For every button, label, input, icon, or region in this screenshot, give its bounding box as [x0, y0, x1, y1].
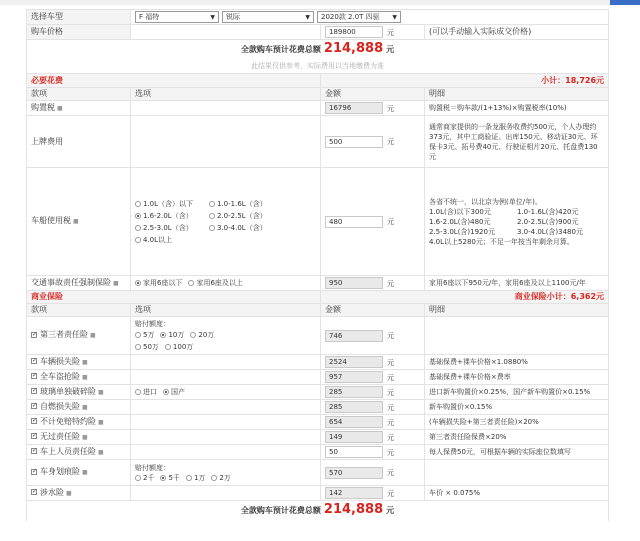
- version-select[interactable]: [317, 11, 401, 23]
- vehicle-tax-option[interactable]: 1.0L（含）以下: [135, 199, 203, 210]
- help-icon[interactable]: ■: [90, 332, 96, 339]
- car-cost-calculator: [26, 9, 608, 521]
- plate-fee-input[interactable]: 500: [325, 136, 383, 148]
- checkbox-checked-icon[interactable]: [31, 469, 37, 475]
- col-header-amount: 金额: [321, 304, 425, 317]
- wading-detail: 车价 × 0.075%: [425, 486, 609, 501]
- glass-detail: 进口新车购置价×0.25%，国产新车购置价×0.15%: [425, 385, 609, 400]
- total-note-row: [27, 60, 609, 74]
- glass-option-selected[interactable]: 国产: [163, 387, 185, 397]
- damage-row: [27, 355, 609, 370]
- chevron-down-icon: ▼: [210, 14, 215, 21]
- purchase-tax-row: [27, 101, 609, 116]
- checkbox-checked-icon[interactable]: [31, 433, 37, 439]
- car-type-label: 选择车型: [27, 10, 131, 25]
- scratch-row: ✓车身划痕险 ■ 赔付额度： 2千 5千 1万 2万 570 元: [27, 460, 609, 486]
- commercial-subtotal: [321, 291, 609, 304]
- passenger-detail: 每人保费50元，可根据车辆的实际座位数填写: [425, 445, 609, 460]
- radio-icon: [135, 237, 141, 243]
- radio-icon: [135, 344, 141, 350]
- theft-row: [27, 370, 609, 385]
- total-note: 此结果仅供参考，实际费用以当地缴费为准: [27, 60, 609, 74]
- vehicle-tax-detail: 各省不统一，以北京为例(单位/年)。 1.0L(含)以下300元 1.0-1.6L(含)420元 1.6-2.0L(含)480元 2.0-2.5L(含)900元 2.5-3.0L(含)1920元 3.0-4.0L(含)3480元 4.0L以上5280元；不足一年按当年剩余月算。: [425, 168, 609, 276]
- radio-icon: [165, 344, 171, 350]
- no-fault-row: [27, 430, 609, 445]
- price-note: (可以手动输入实际成交价格): [425, 25, 609, 40]
- radio-selected-icon: [160, 332, 166, 338]
- car-type-selectors: [131, 10, 609, 25]
- model-value: 锐际: [226, 13, 240, 21]
- help-icon[interactable]: ■: [98, 388, 104, 396]
- vehicle-tax-option-selected[interactable]: 1.6-2.0L（含）: [135, 211, 203, 222]
- compulsory-value: 950: [325, 277, 383, 289]
- damage-value: 2524: [325, 356, 383, 368]
- deductible-value: 654: [325, 416, 383, 428]
- top-bar-accent: [610, 0, 640, 5]
- checkbox-checked-icon[interactable]: [31, 388, 37, 394]
- commercial-subtotal-label: 商业保险小计：: [514, 292, 571, 301]
- scratch-option[interactable]: 1万: [186, 473, 205, 483]
- third-party-row: ✓第三者责任险 ■ 赔付额度： 5万 10万 20万 50万 100万 746 元: [27, 317, 609, 355]
- passenger-row: [27, 445, 609, 460]
- fire-label: 自燃损失险: [40, 401, 80, 411]
- damage-label: 车辆损失险: [40, 356, 80, 366]
- help-icon[interactable]: ■: [82, 433, 88, 441]
- yuan-unit: 元: [387, 218, 394, 226]
- radio-selected-icon: [135, 280, 141, 286]
- compulsory-option[interactable]: 家用6座及以上: [188, 278, 242, 288]
- radio-icon: [209, 225, 215, 231]
- fire-row: [27, 400, 609, 415]
- col-header-item: 款项: [27, 304, 131, 317]
- chevron-down-icon: ▼: [305, 14, 310, 21]
- checkbox-checked-icon[interactable]: [31, 448, 37, 454]
- theft-detail: 基础保费+裸车价格×费率: [425, 370, 609, 385]
- radio-icon: [188, 280, 194, 286]
- glass-option[interactable]: 进口: [135, 387, 157, 397]
- compulsory-label: 交通事故责任强制保险: [31, 277, 111, 287]
- col-header-option: 选项: [131, 304, 321, 317]
- required-section-header: [27, 74, 609, 88]
- col-header-amount: 金额: [321, 88, 425, 101]
- calculator-table: [26, 9, 609, 521]
- radio-icon: [209, 201, 215, 207]
- brand-value: F 福特: [139, 13, 160, 21]
- third-party-option[interactable]: 20万: [190, 330, 214, 341]
- vehicle-tax-label: 车船使用税: [31, 216, 71, 225]
- commercial-column-headers: [27, 304, 609, 317]
- col-header-detail: 明细: [425, 88, 609, 101]
- help-icon[interactable]: ■: [113, 279, 119, 287]
- third-party-option-selected[interactable]: 10万: [160, 330, 184, 341]
- compulsory-detail: 家用6座以下950元/年，家用6座及以上1100元/年: [425, 276, 609, 291]
- top-bar: [0, 0, 640, 5]
- wading-label: 涉水险: [40, 487, 64, 497]
- vehicle-tax-input[interactable]: 480: [325, 216, 383, 228]
- radio-selected-icon: [160, 475, 166, 481]
- vehicle-tax-options: [131, 168, 321, 276]
- checkbox-checked-icon[interactable]: [31, 489, 37, 495]
- bottom-total-unit: 元: [386, 506, 395, 516]
- vehicle-tax-option[interactable]: 2.5-3.0L（含）: [135, 223, 203, 234]
- yuan-unit: 元: [387, 418, 394, 427]
- commercial-section-header: [27, 291, 609, 304]
- required-subtotal: [321, 74, 609, 88]
- help-icon[interactable]: ■: [98, 448, 104, 456]
- bottom-total-amount: 214,888: [323, 502, 384, 518]
- price-row: [27, 25, 609, 40]
- deductible-detail: (车辆损失险+第三者责任险)×20%: [425, 415, 609, 430]
- deductible-label: 不计免赔特约险: [40, 416, 96, 426]
- radio-icon: [190, 332, 196, 338]
- no-fault-value: 149: [325, 431, 383, 443]
- help-icon[interactable]: ■: [73, 218, 79, 225]
- plate-fee-label: 上牌费用: [27, 116, 131, 168]
- glass-row: [27, 385, 609, 400]
- purchase-tax-value: 16796: [325, 102, 383, 114]
- bottom-total-label: 全款购车预计花费总额: [240, 506, 321, 516]
- vehicle-tax-option[interactable]: 4.0L以上: [135, 235, 172, 246]
- purchase-tax-detail: 购置税＝购车款/(1+13%)×购置税率(10%): [425, 101, 609, 116]
- scratch-value: 570: [325, 467, 383, 479]
- plate-fee-row: [27, 116, 609, 168]
- yuan-unit: 元: [387, 403, 394, 412]
- help-icon[interactable]: ■: [66, 489, 72, 497]
- yuan-unit: 元: [387, 279, 394, 288]
- col-header-item: 款项: [27, 88, 131, 101]
- radio-icon: [186, 475, 192, 481]
- third-party-value: 746: [325, 330, 383, 342]
- third-party-option[interactable]: 5万: [135, 330, 154, 341]
- help-icon[interactable]: ■: [82, 373, 88, 381]
- no-fault-label: 无过责任险: [40, 431, 80, 441]
- yuan-unit: 元: [387, 388, 394, 397]
- model-select[interactable]: [222, 11, 314, 23]
- bottom-total-row: [27, 501, 609, 521]
- total-label: 全款购车预计花费总额: [240, 45, 321, 55]
- compulsory-option-selected[interactable]: 家用6座以下: [135, 278, 182, 288]
- third-party-label: 第三者责任险: [40, 330, 88, 339]
- scratch-option-selected[interactable]: 5千: [160, 473, 179, 483]
- help-icon[interactable]: ■: [82, 403, 88, 411]
- yuan-unit: 元: [387, 332, 394, 340]
- yuan-unit: 元: [387, 489, 394, 498]
- total-row: [27, 40, 609, 60]
- glass-label: 玻璃单独破碎险: [40, 386, 96, 396]
- price-unit: 元: [387, 28, 394, 37]
- help-icon[interactable]: ■: [82, 358, 88, 366]
- radio-icon: [135, 389, 141, 395]
- passenger-label: 车上人员责任险: [40, 446, 96, 456]
- checkbox-checked-icon[interactable]: [31, 418, 37, 424]
- brand-select[interactable]: [135, 11, 219, 23]
- fire-detail: 新车购置价×0.15%: [425, 400, 609, 415]
- checkbox-checked-icon[interactable]: [31, 358, 37, 364]
- radio-icon: [135, 225, 141, 231]
- wading-row: [27, 486, 609, 501]
- radio-icon: [135, 201, 141, 207]
- commercial-subtotal-value: 6,362元: [570, 292, 605, 301]
- checkbox-checked-icon[interactable]: [31, 332, 37, 338]
- yuan-unit: 元: [387, 433, 394, 442]
- checkbox-checked-icon[interactable]: [31, 403, 37, 409]
- total-amount: 214,888: [323, 41, 384, 57]
- vehicle-tax-option[interactable]: 2.0-2.5L（含）: [209, 211, 267, 222]
- help-icon[interactable]: ■: [98, 418, 104, 426]
- version-value: 2020款 2.0T 四驱: [321, 13, 380, 21]
- yuan-unit: 元: [387, 138, 394, 146]
- vehicle-tax-option[interactable]: 3.0-4.0L（含）: [209, 223, 267, 234]
- theft-label: 全车盗抢险: [40, 371, 80, 381]
- fire-value: 285: [325, 401, 383, 413]
- radio-selected-icon: [163, 389, 169, 395]
- price-label: 购车价格: [27, 25, 131, 40]
- compulsory-insurance-row: [27, 276, 609, 291]
- deductible-row: [27, 415, 609, 430]
- radio-icon: [211, 475, 217, 481]
- plate-fee-detail: 通常商家提供的一条龙服务收费约500元，个人办理约 373元，其中工商验证、出库150元、移动证30元、环保卡3元、拓号费40元、行驶证相片20元、托盘费130元: [425, 116, 609, 168]
- help-icon[interactable]: ■: [82, 469, 88, 476]
- vehicle-tax-row: [27, 168, 609, 276]
- yuan-unit: 元: [387, 104, 394, 113]
- radio-icon: [135, 475, 141, 481]
- yuan-unit: 元: [387, 469, 394, 477]
- help-icon[interactable]: ■: [57, 104, 63, 112]
- required-subtotal-label: 小计：: [541, 75, 566, 85]
- theft-value: 957: [325, 371, 383, 383]
- required-column-headers: [27, 88, 609, 101]
- third-party-option[interactable]: 100万: [165, 342, 193, 353]
- required-title: 必要花费: [27, 74, 321, 88]
- checkbox-checked-icon[interactable]: [31, 373, 37, 379]
- passenger-input[interactable]: 50: [325, 446, 383, 458]
- col-header-option: 选项: [131, 88, 321, 101]
- col-header-detail: 明细: [425, 304, 609, 317]
- car-select-row: [27, 10, 609, 25]
- yuan-unit: 元: [387, 358, 394, 367]
- no-fault-detail: 第三者责任险保费×20%: [425, 430, 609, 445]
- radio-selected-icon: [135, 213, 141, 219]
- damage-detail: 基础保费+裸车价格×1.0880%: [425, 355, 609, 370]
- scratch-option[interactable]: 2千: [135, 473, 154, 483]
- scratch-option[interactable]: 2万: [211, 473, 230, 483]
- total-unit: 元: [386, 45, 395, 55]
- commercial-title: 商业保险: [27, 291, 321, 304]
- third-party-option[interactable]: 50万: [135, 342, 159, 353]
- chevron-down-icon: ▼: [392, 14, 397, 21]
- required-subtotal-value: 18,726元: [565, 75, 605, 85]
- vehicle-tax-option[interactable]: 1.0-1.6L（含）: [209, 199, 267, 210]
- scratch-label: 车身划痕险: [40, 467, 80, 476]
- radio-icon: [135, 332, 141, 338]
- yuan-unit: 元: [387, 373, 394, 382]
- glass-value: 285: [325, 386, 383, 398]
- purchase-tax-label: 购置税: [31, 102, 55, 112]
- radio-icon: [209, 213, 215, 219]
- yuan-unit: 元: [387, 448, 394, 457]
- wading-value: 142: [325, 487, 383, 499]
- price-input[interactable]: 189800: [325, 26, 383, 38]
- price-cell: [321, 25, 425, 40]
